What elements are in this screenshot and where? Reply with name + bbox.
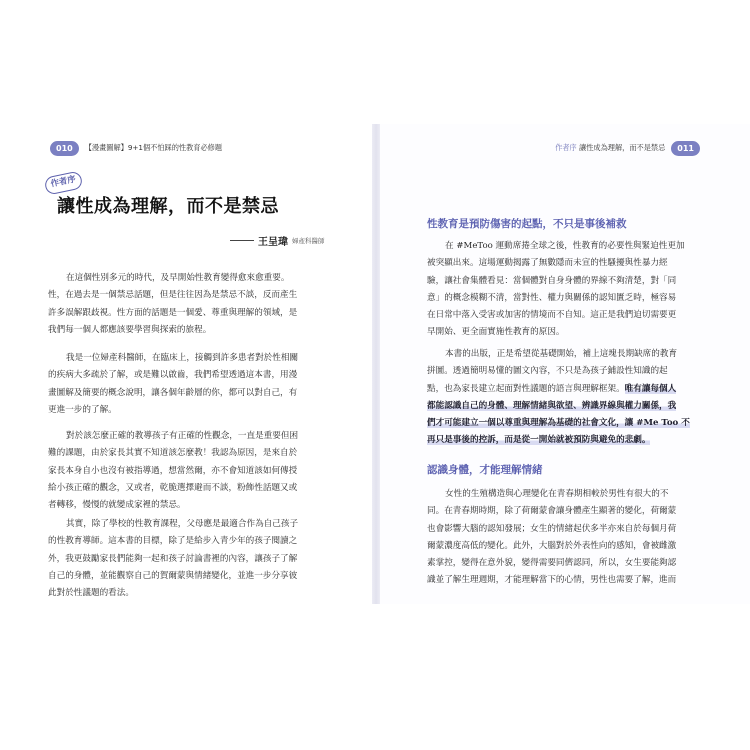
- left-paragraph-1: 在這個性別多元的時代，及早開始性教育變得愈來愈重要。 性，在過去是一個禁忌話題，但是往往因為是禁忌不談，反而產生 許多誤解跟歧視。性方面的話題是一個愛、尊重與理解的領域，是 我們每一個人都應該要學習與探索的旅程。: [48, 273, 298, 335]
- right-paragraph-2: 本書的出版，正是希望從基礎開始，補上這塊長期缺席的教育 拼圖。透過簡明易懂的圖文內容，不只是為孩子鋪設性知識的起 點，也為家長建立起面對性議題的語言與理解框架。唯有讓每個人 都能認識自己的身體、理解情緒與欲望、辨識界線與權力關係，我 們才可能建立一個以尊重與理解為基礎的社會文化，讓 #Me Too 不 再只是事後的控訴，而是從一開始就被預防與避免的悲劇。: [427, 349, 690, 446]
- byline-dash: [230, 240, 254, 241]
- running-head-title: 讓性成為理解，而不是禁忌: [579, 143, 666, 152]
- right-running-head: [549, 140, 700, 156]
- running-head-label: 作者序: [555, 143, 577, 152]
- book-gutter: [372, 124, 380, 604]
- right-page-number: 011: [671, 141, 700, 156]
- background-bottom: [0, 604, 750, 750]
- preface-ribbon: 作者序: [44, 170, 84, 195]
- highlight-text: 都能認識自己的身體、理解情緒與欲望、辨識界線與權力關係，我: [427, 400, 677, 411]
- left-paragraph-4: 其實，除了學校的性教育課程，父母應是最適合作為自己孩子 的性教育導師。這本書的目標，除了是給步入青少年的孩子閱讀之 外，我更鼓勵家長們能夠一起和孩子討論書裡的內容，讓孩子了解 自己的身體，並能觀察自己的賀爾蒙與情緒變化，並進一步分享彼 此對於性議題的看法。: [48, 519, 299, 599]
- left-running-head: [50, 140, 228, 156]
- section-heading-body: 認識身體，才能理解情緒: [427, 464, 543, 476]
- author-byline: [230, 233, 325, 248]
- right-paragraph-3: 女性的生殖構造與心理變化在青春期相較於男性有很大的不 同。在青春期時期，除了荷爾蒙會讓身體產生顯著的變化，荷爾蒙 也會影響大腦的認知發展；女生的情緒起伏多半亦來自於每個月荷 爾蒙濃度高低的變化。此外，大腦對於外表性向的感知，會被雌激 素掌控，變得在意外貌，變得需要同儕認同，所以，女生要能夠認 識並了解生理週期，才能理解當下的心情，男性也需要了解，進而: [427, 489, 677, 586]
- chapter-title: 讓性成為理解，而不是禁忌: [57, 196, 279, 217]
- section-heading-prevention: 性教育是預防傷害的起點，不只是事後補救: [427, 218, 627, 230]
- left-page-number: 010: [50, 141, 79, 156]
- background-top: [0, 0, 750, 124]
- highlight-text: 再只是事後的控訴，而是從一開始就被預防與避免的悲劇。: [427, 435, 651, 446]
- right-running-head-text: [555, 143, 665, 153]
- author-name: 王呈瑋: [258, 237, 288, 248]
- left-paragraph-3: 對於該怎麼正確的教導孩子有正確的性觀念，一直是重要但困 難的課題，由於家長其實不知道該怎麼教！我認為原因，是來自於 家長本身自小也沒有被指導過，想當然爾，亦不會知道該如何傳授 給小孩正確的觀念，又或者，乾脆選擇避而不談，粉飾性話題又或 者轉移，慢慢的就變成家裡的禁忌。: [48, 431, 299, 511]
- author-role: 婦產科醫師: [292, 237, 325, 245]
- right-paragraph-1: 在 #MeToo 運動席捲全球之後，性教育的必要性與緊迫性更加 被突顯出來。這場運動揭露了無數隱而未宣的性騷擾與性暴力經 驗，讓社會集體看見：當個體對自身身體的界線不夠清楚，對「同 意」的概念模糊不清，當對性、權力與關係的認知匱乏時，極容易 在日常中落入受害或加害的情境而不自知。這正是我們迫切需要更 早開始、更全面實施性教育的原因。: [427, 241, 685, 338]
- highlight-text: 們才可能建立一個以尊重與理解為基礎的社會文化，讓 #Me Too 不: [427, 418, 690, 429]
- left-paragraph-2: 我是一位婦產科醫師，在臨床上，接觸到許多患者對於性相關 的疾病大多疏於了解，或是難以啟齒，我們希望透過這本書，用漫 畫圖解及簡要的概念說明，讓各個年齡層的你，都可以對自己，有 更進一步的了解。: [48, 353, 299, 415]
- left-running-head-text: 【漫畫圖解】9+1個不怕踩的性教育必修題: [84, 143, 223, 152]
- highlight-text: 唯有讓每個人: [624, 383, 677, 394]
